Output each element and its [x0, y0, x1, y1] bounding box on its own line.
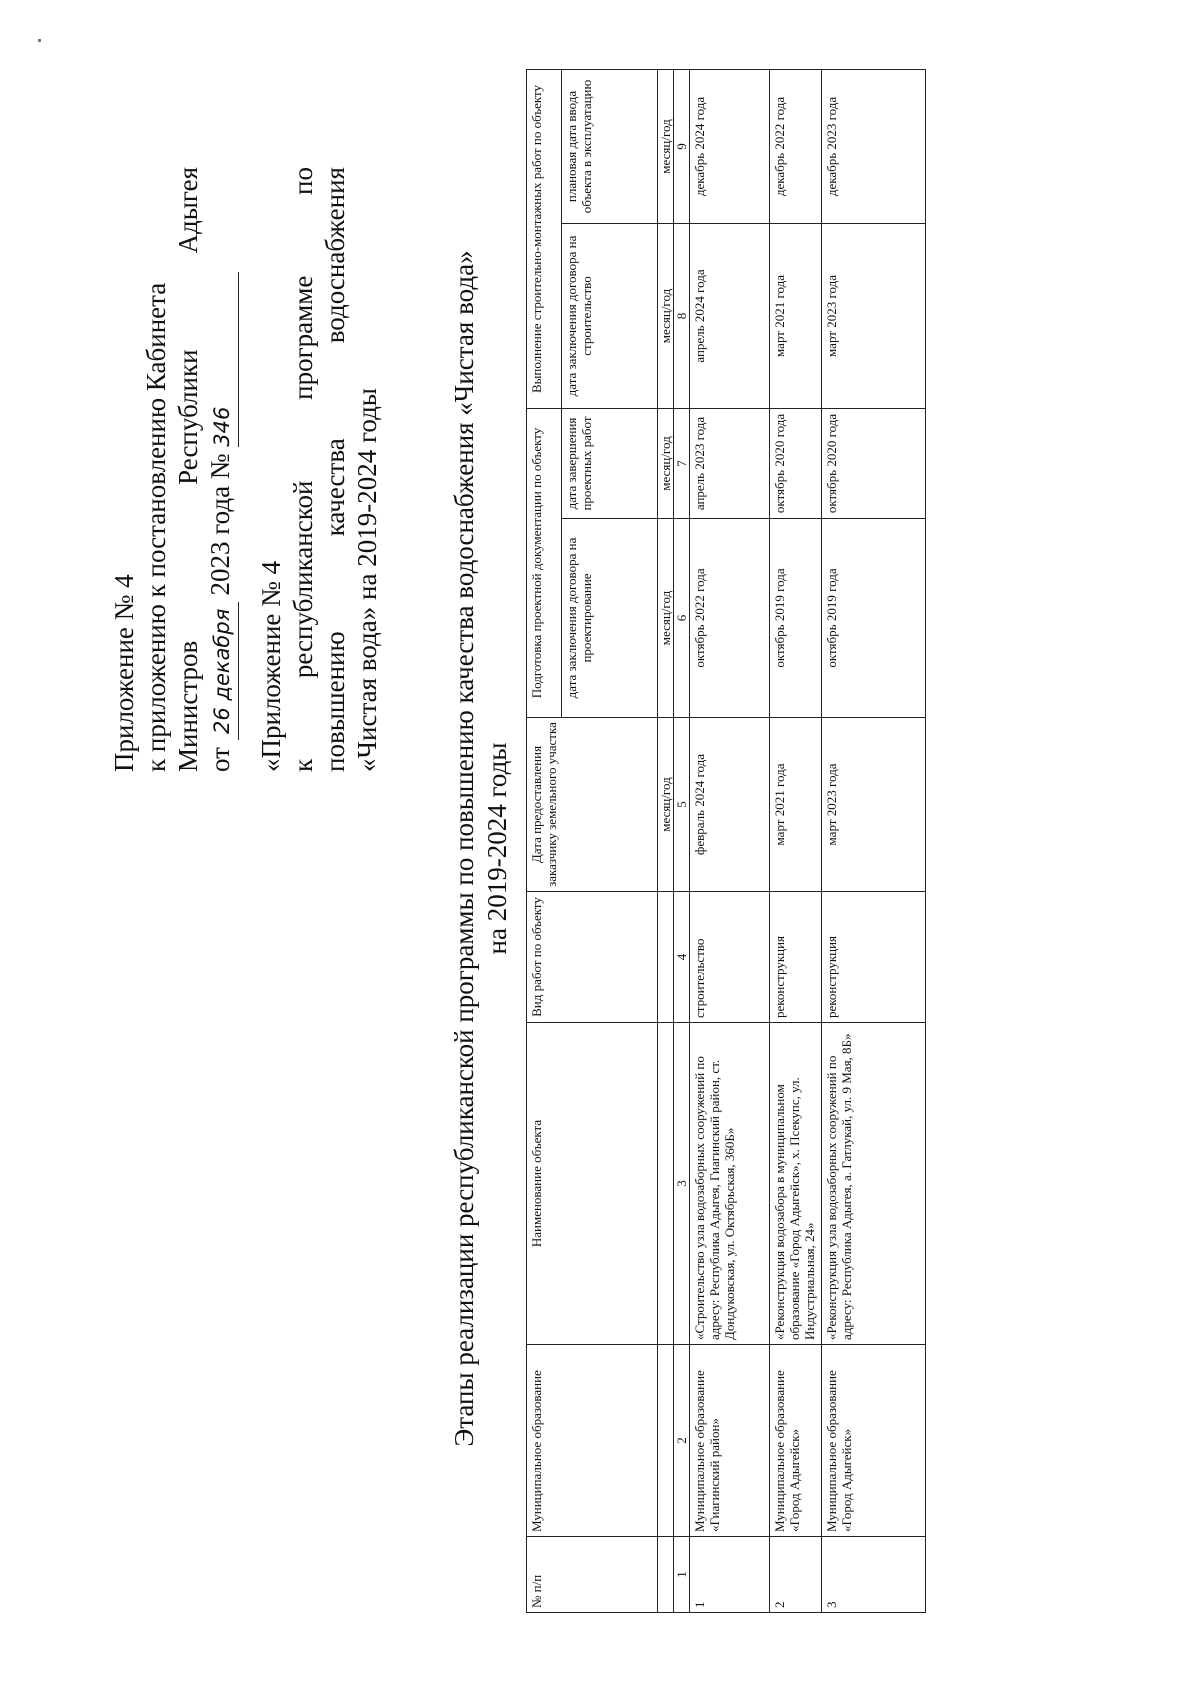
row-municipality: Муниципальное образование «Город Адыгейск» — [770, 1345, 822, 1537]
row-design-end: октябрь 2020 года — [770, 409, 822, 519]
units-cell: месяц/год — [658, 224, 674, 409]
row-land-date: март 2023 года — [822, 718, 926, 892]
header-design-contract: дата заключения договора на проектирование — [562, 519, 658, 718]
row-construction-contract: март 2021 года — [770, 224, 822, 409]
approval-number-field — [204, 272, 239, 447]
row-num: 1 — [690, 1537, 770, 1613]
row-municipality: Муниципальное образование «Город Адыгейск» — [822, 1345, 926, 1537]
row-design-contract: октябрь 2019 года — [822, 519, 926, 718]
header-object: Наименование объекта — [527, 1023, 658, 1345]
appendix-line-2b: республиканской — [288, 480, 318, 679]
header-municipality: Муниципальное образование — [527, 1345, 658, 1537]
table-header-row-1 — [527, 69, 562, 1612]
row-design-contract: октябрь 2019 года — [770, 519, 822, 718]
header-design-end: дата завершения проектных работ — [562, 409, 658, 519]
approval-line-3a: Министров — [173, 640, 203, 772]
row-construction-contract: март 2023 года — [822, 224, 926, 409]
approval-line-2: к приложению к постановлению Кабинета — [141, 282, 171, 772]
row-work-type: строительство — [690, 892, 770, 1023]
row-land-date: февраль 2024 года — [690, 718, 770, 892]
row-design-end: октябрь 2020 года — [822, 409, 926, 519]
appendix-line-2c: программе — [288, 275, 318, 400]
column-number: 5 — [674, 718, 690, 892]
approval-date-field — [204, 602, 239, 740]
row-commissioning: декабрь 2022 года — [770, 69, 822, 223]
header-land-date: Дата предоставления заказчику земельного участка — [527, 718, 658, 892]
appendix-line-1: «Приложение № 4 — [256, 560, 286, 772]
row-num: 3 — [822, 1537, 926, 1613]
row-num: 2 — [770, 1537, 822, 1613]
units-empty-1 — [658, 1537, 674, 1613]
column-number: 7 — [674, 409, 690, 519]
program-stages-table — [526, 69, 926, 1613]
table-row — [690, 69, 770, 1612]
units-empty-4 — [658, 892, 674, 1023]
row-work-type: реконструкция — [822, 892, 926, 1023]
units-cell: месяц/год — [658, 718, 674, 892]
row-object: «Реконструкция водозабора в муниципальном образование «Город Адыгейск», х. Псекупс, ул. Индустриальная, 24» — [770, 1023, 822, 1345]
row-work-type: реконструкция — [770, 892, 822, 1023]
approval-number-handwritten: 346 — [210, 406, 234, 447]
table-units-row — [658, 69, 674, 1612]
header-num: № п/п — [527, 1537, 658, 1613]
row-object: «Строительство узла водозаборных сооружений по адресу: Республика Адыгея, Гиагинский район, ст. Дондуковская, ул. Октябрьская, 360Б» — [690, 1023, 770, 1345]
row-design-end: апрель 2023 года — [690, 409, 770, 519]
row-commissioning: декабрь 2024 года — [690, 69, 770, 223]
row-design-contract: октябрь 2022 года — [690, 519, 770, 718]
column-number: 6 — [674, 519, 690, 718]
units-cell: месяц/год — [658, 69, 674, 223]
approval-date-handwritten: 26 декабря — [210, 608, 234, 734]
column-number: 2 — [674, 1345, 690, 1537]
approval-line-1: Приложение № 4 — [109, 574, 139, 772]
column-number: 8 — [674, 224, 690, 409]
row-land-date: март 2021 года — [770, 718, 822, 892]
header-construction-contract: дата заключения договора на строительство — [562, 224, 658, 409]
units-empty-2 — [658, 1345, 674, 1537]
header-work-type: Вид работ по объекту — [527, 892, 658, 1023]
appendix-line-2a: к — [288, 758, 318, 772]
units-empty-3 — [658, 1023, 674, 1345]
appendix-line-3b: качества — [320, 438, 350, 537]
column-number: 3 — [674, 1023, 690, 1345]
title-line-1: Этапы реализации республиканской программы по повышению качества водоснабжения «Чистая вода» — [449, 250, 479, 1447]
column-number: 4 — [674, 892, 690, 1023]
units-cell: месяц/год — [658, 519, 674, 718]
document-title — [448, 0, 514, 1697]
row-municipality: Муниципальное образование «Гиагинский район» — [690, 1345, 770, 1537]
header-construction-group: Выполнение строительно-монтажных работ по объекту — [527, 69, 562, 408]
approval-date-prefix: от — [205, 747, 235, 772]
approval-line-3b: Республики — [173, 349, 203, 485]
table-row — [770, 69, 822, 1612]
approval-year-label: 2023 года № — [205, 453, 235, 596]
row-construction-contract: апрель 2024 года — [690, 224, 770, 409]
row-object: «Реконструкция узла водозаборных сооружений по адресу: Республика Адыгея, а. Гатлукай, ул. 9 Мая, 8Б» — [822, 1023, 926, 1345]
units-cell: месяц/год — [658, 409, 674, 519]
scan-speck — [38, 39, 41, 42]
table-row — [822, 69, 926, 1612]
header-commissioning: плановая дата ввода объекта в эксплуатацию — [562, 69, 658, 223]
column-number: 9 — [674, 69, 690, 223]
appendix-line-3a: повышению — [320, 631, 350, 772]
header-design-group: Подготовка проектной документации по объекту — [527, 409, 562, 718]
appendix-line-3c: водоснабжения — [320, 167, 350, 344]
approval-header — [108, 167, 239, 772]
row-commissioning: декабрь 2023 года — [822, 69, 926, 223]
approval-line-3c: Адыгея — [173, 167, 203, 254]
title-line-2: на 2019-2024 годы — [482, 742, 512, 955]
table-column-numbers-row — [674, 69, 690, 1612]
appendix-line-4: «Чистая вода» на 2019-2024 годы — [352, 388, 382, 772]
column-number: 1 — [674, 1537, 690, 1613]
appendix-line-2d: по — [288, 167, 318, 195]
program-appendix-header — [255, 167, 383, 772]
